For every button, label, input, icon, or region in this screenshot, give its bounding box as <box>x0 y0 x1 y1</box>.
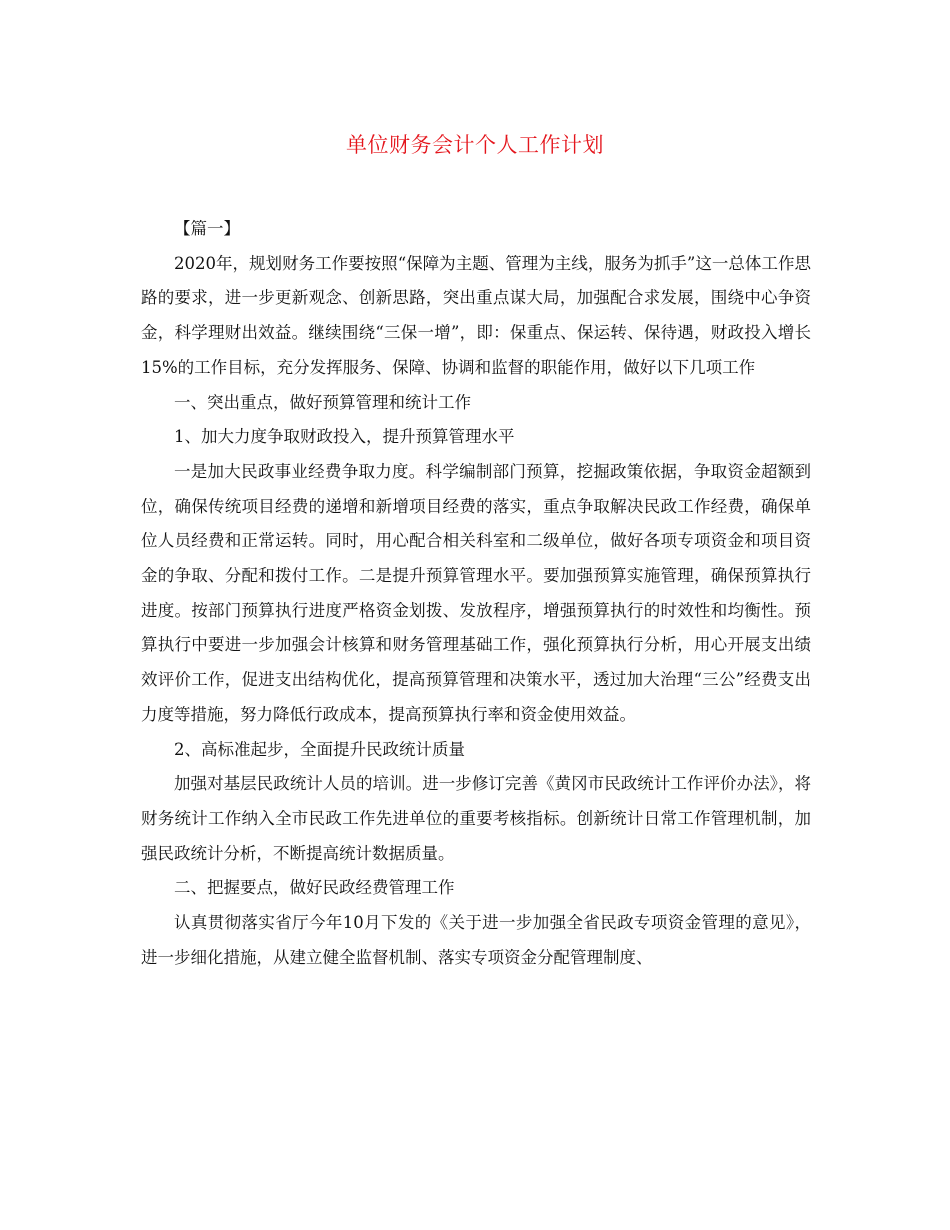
paragraph-funds: 认真贯彻落实省厅今年10月下发的《关于进一步加强全省民政专项资金管理的意见》，进一步细化措施，从建立健全监督机制、落实专项资金分配管理制度、 <box>141 913 811 967</box>
subheading-1: 1、加大力度争取财政投入，提升预算管理水平 <box>174 427 515 447</box>
document-title: 单位财务会计个人工作计划 <box>346 133 604 157</box>
section-label: 【篇一】 <box>174 219 240 238</box>
paragraph-intro: 2020年，规划财务工作要按照“保障为主题、管理为主线，服务为抓手”这一总体工作思路的要求，进一步更新观念、创新思路，突出重点谋大局，加强配合求发展，围绕中心争资金，科学理财出效益。继续围绕“三保一增”，即：保重点、保运转、保待遇，财政投入增长15%的工作目标，充分发挥服务、保障、协调和监督的职能作用，做好以下几项工作 <box>141 253 811 377</box>
paragraph-budget: 一是加大民政事业经费争取力度。科学编制部门预算，挖掘政策依据，争取资金超额到位，确保传统项目经费的递增和新增项目经费的落实，重点争取解决民政工作经费，确保单位人员经费和正常运转。同时，用心配合相关科室和二级单位，做好各项专项资金和项目资金的争取、分配和拨付工作。二是提升预算管理水平。要加强预算实施管理，确保预算执行进度。按部门预算执行进度严格资金划拨、发放程序，增强预算执行的时效性和均衡性。预算执行中要进一步加强会计核算和财务管理基础工作，强化预算执行分析，用心开展支出绩效评价工作，促进支出结构优化，提高预算管理和决策水平，透过加大治理“三公”经费支出力度等措施，努力降低行政成本，提高预算执行率和资金使用效益。 <box>141 461 811 724</box>
paragraph-statistics: 加强对基层民政统计人员的培训。进一步修订完善《黄冈市民政统计工作评价办法》，将财务统计工作纳入全市民政工作先进单位的重要考核指标。创新统计日常工作管理机制，加强民政统计分析，不断提高统计数据质量。 <box>141 774 811 863</box>
subheading-2: 2、高标准起步，全面提升民政统计质量 <box>174 739 465 759</box>
heading-section-2: 二、把握要点，做好民政经费管理工作 <box>174 878 455 898</box>
heading-section-1: 一、突出重点，做好预算管理和统计工作 <box>174 392 471 412</box>
document-body <box>141 212 811 975</box>
